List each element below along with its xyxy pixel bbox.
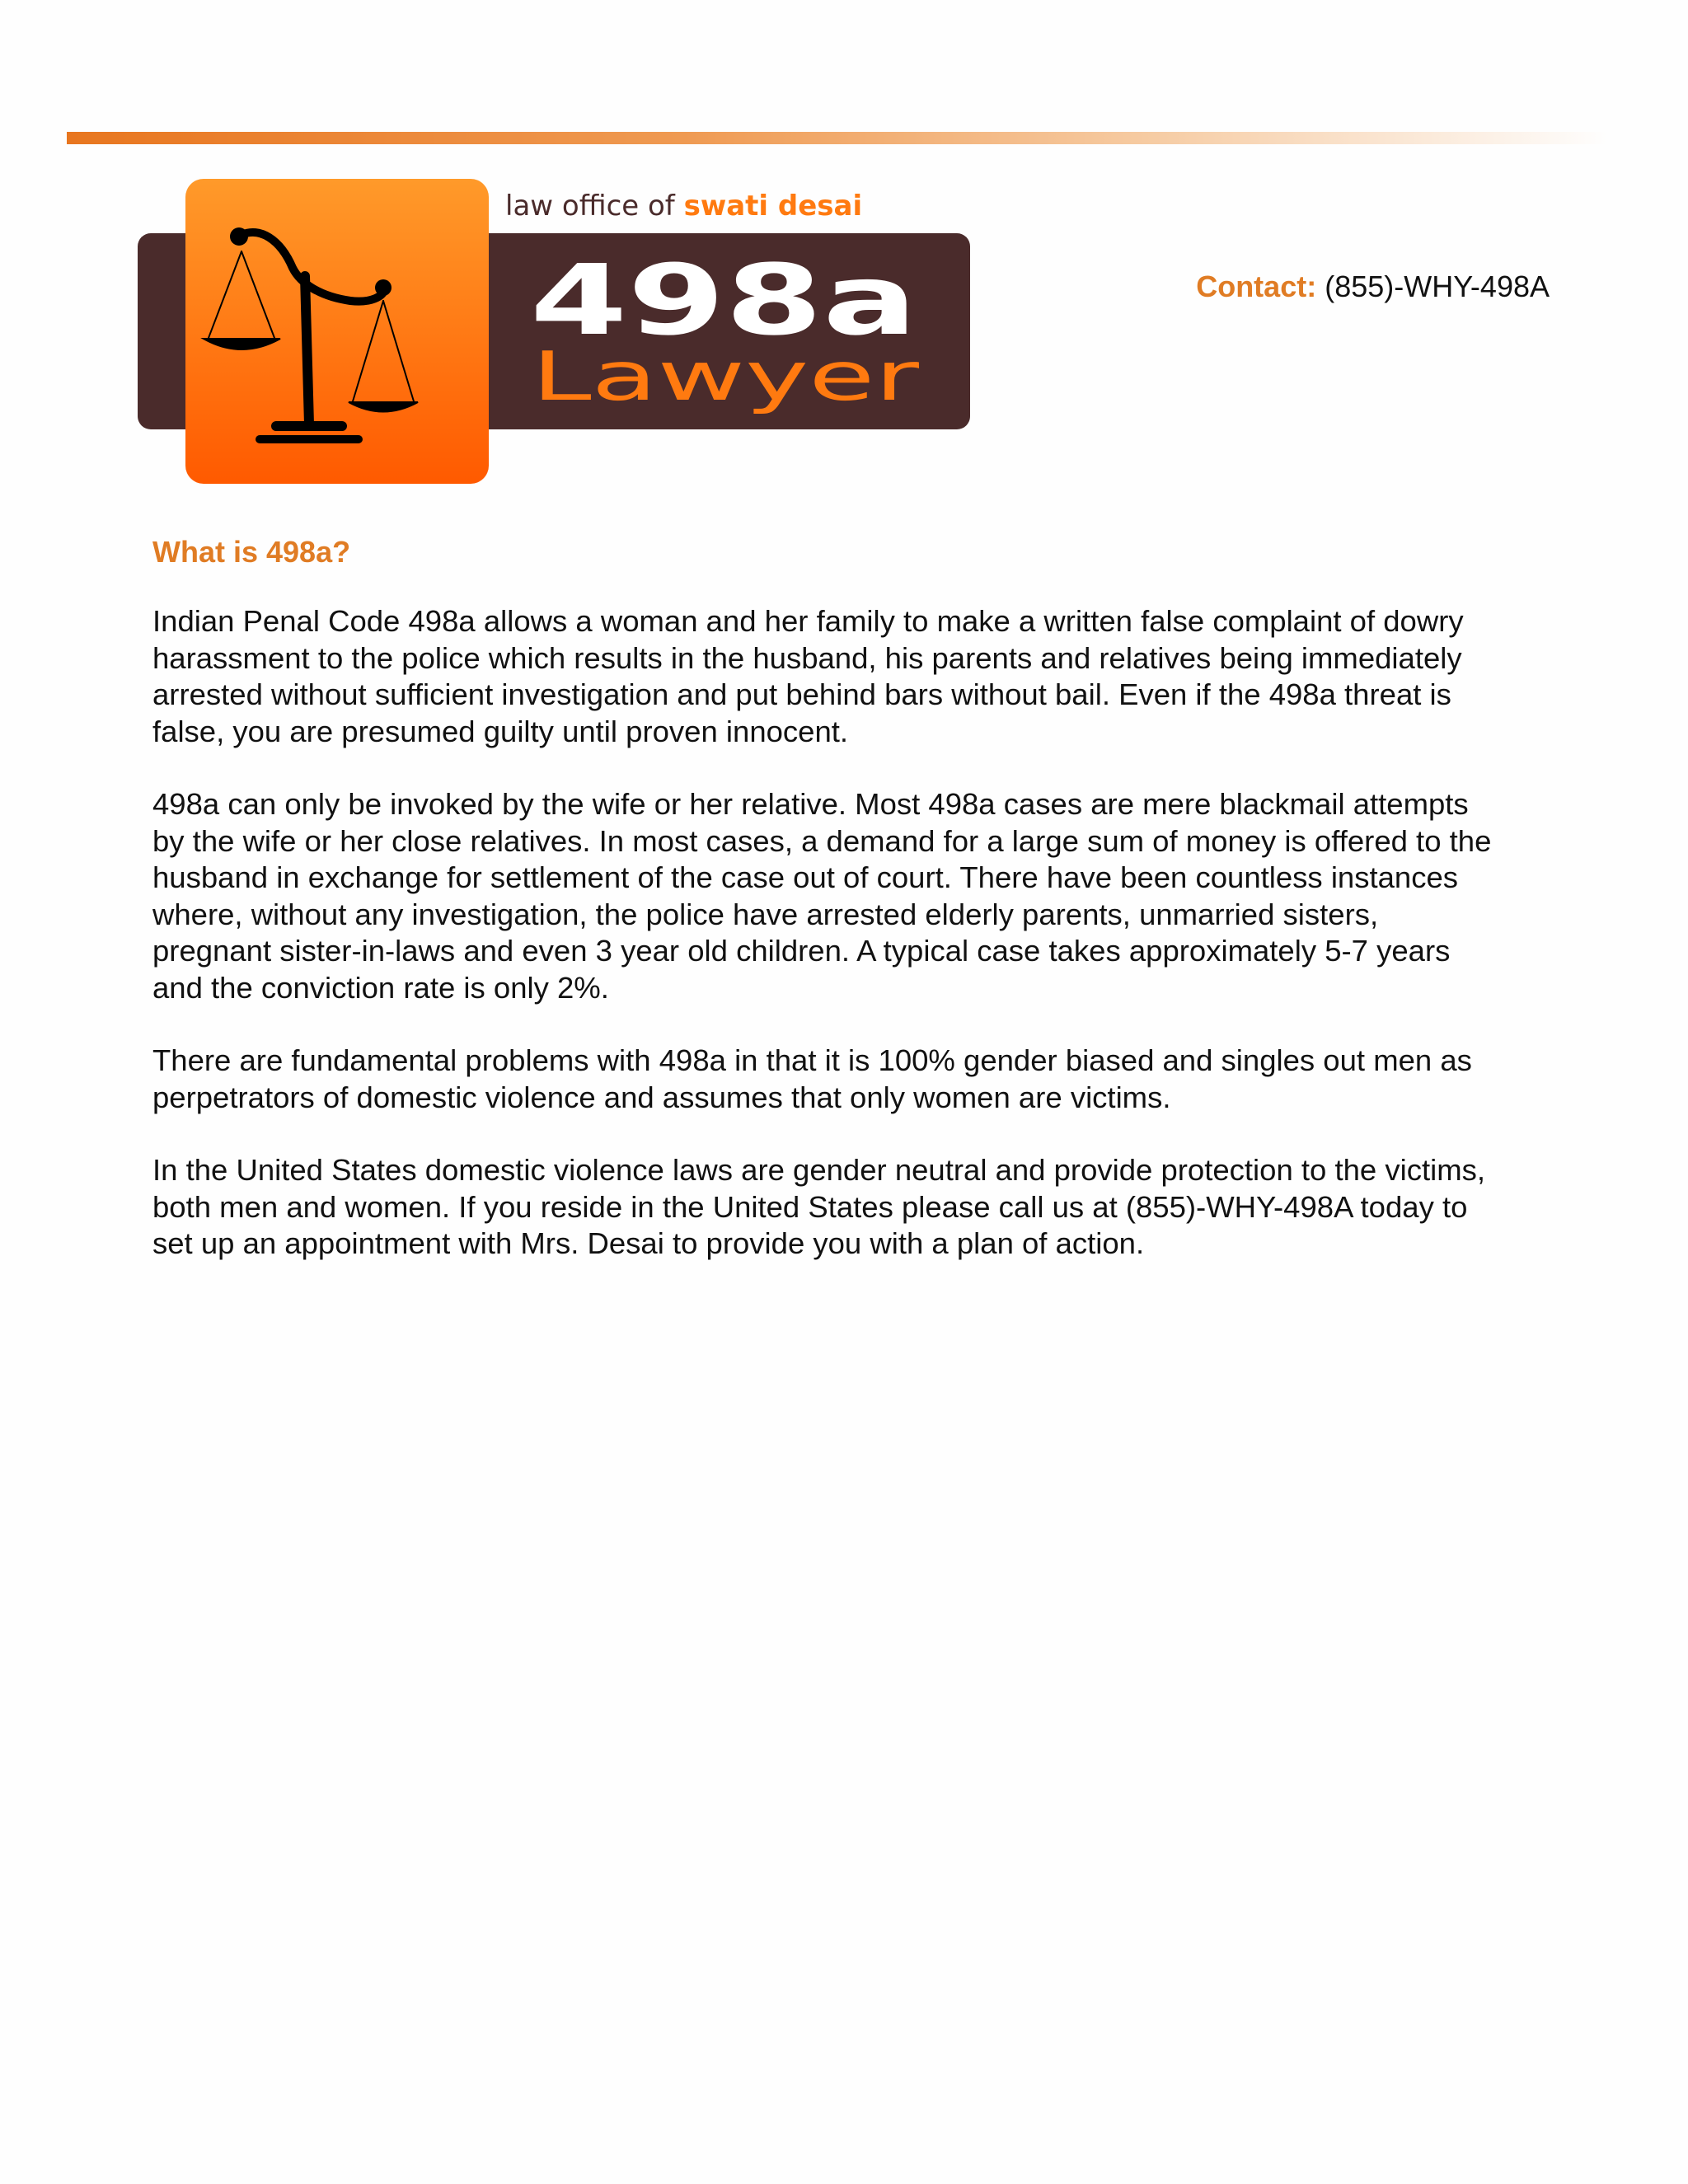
logo-tagline [505, 190, 862, 223]
logo-graphic [136, 177, 973, 486]
contact-label: Contact: [1196, 269, 1317, 303]
article-paragraph-2: 498a can only be invoked by the wife or her relative. Most 498a cases are mere blackmail attempts by the wife or her close relatives. In most cases, a demand for a large sum of money is offered to the husband in exchange for settlement of the case out of court. There have been countless instances where, without any investigation, the police have arrested elderly parents, unmarried sisters, pregnant sister-in-laws and even 3 year old children. A typical case takes approximately 5-7 years and the conviction rate is only 2%. [152, 787, 1492, 1005]
contact-phone-number[interactable]: (855)-WHY-498A [1325, 269, 1550, 303]
logo-word-text: Lawyer [532, 338, 920, 416]
article-content [152, 534, 1504, 1299]
logo-tagline-prefix: law office of [505, 190, 684, 223]
logo-number-text: 498a [530, 243, 917, 357]
firm-logo[interactable] [136, 177, 973, 486]
article-paragraph-1: Indian Penal Code 498a allows a woman and her family to make a written false complaint of dowry harassment to the police which results in the husband, his parents and relatives being immediately arrested without sufficient investigation and put behind bars without bail. Even if the 498a threat is false, you are presumed guilty until proven innocent. [152, 604, 1464, 748]
article-paragraph-3: There are fundamental problems with 498a in that it is 100% gender biased and singles out men as perpetrators of domestic violence and assumes that only women are victims. [152, 1043, 1472, 1114]
logo-tagline-name: swati desai [683, 190, 863, 223]
article-paragraph-4: In the United States domestic violence laws are gender neutral and provide protection to the victims, both men and women. If you reside in the United States please call us at (855)-WHY-498A today to set up an appointment with Mrs. Desai to provide you with a plan of action. [152, 1153, 1486, 1260]
contact-info [1071, 270, 1550, 303]
article-heading: What is 498a? [152, 535, 351, 569]
header-accent-rule [67, 132, 1608, 144]
